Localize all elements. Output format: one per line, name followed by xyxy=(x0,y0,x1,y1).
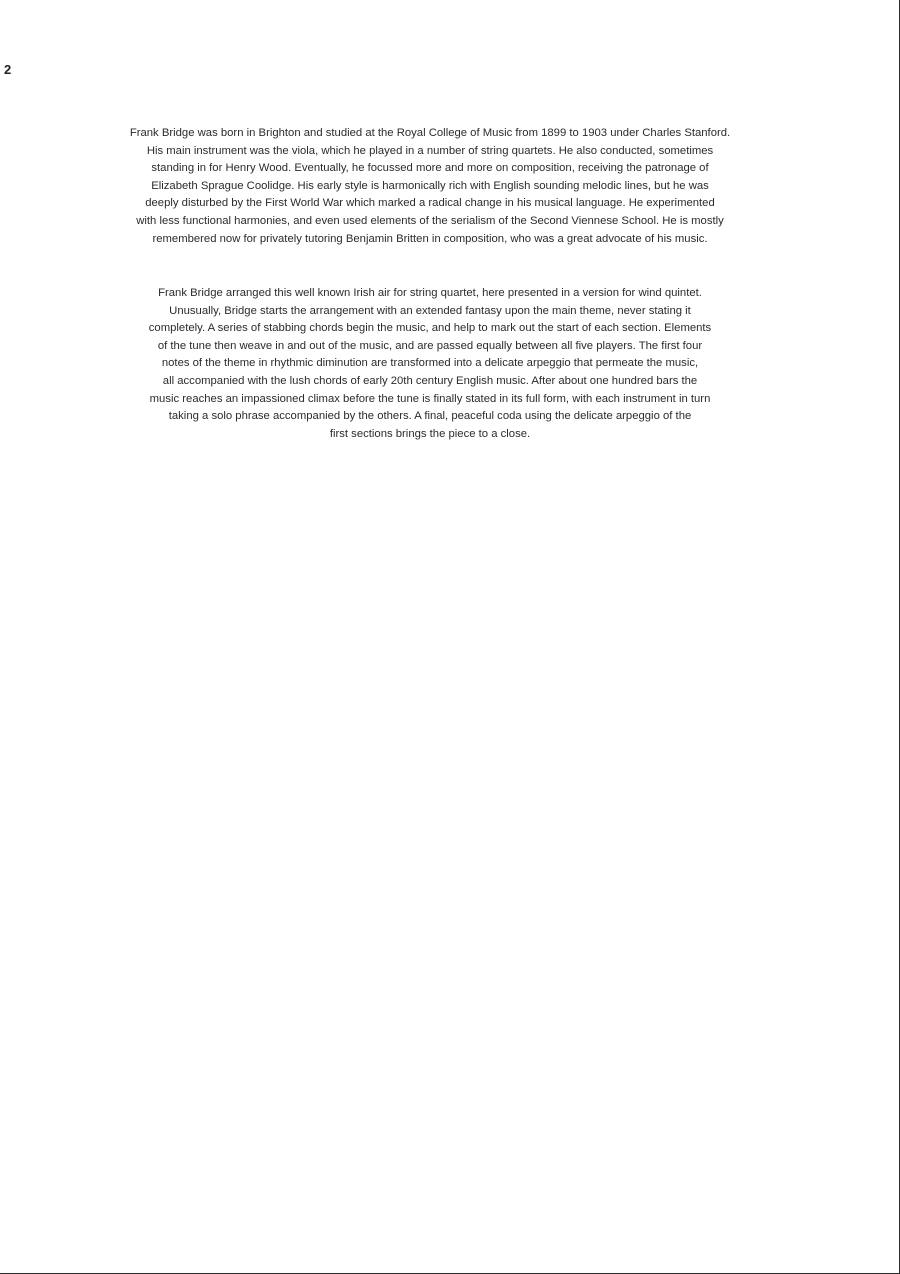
arrangement-paragraph xyxy=(70,285,790,443)
biography-paragraph xyxy=(70,125,790,248)
text-line: deeply disturbed by the First World War which marked a radical change in his musical language. He experimented xyxy=(145,197,715,210)
text-line: of the tune then weave in and out of the music, and are passed equally between all five players. The first four xyxy=(157,339,703,352)
text-line: notes of the theme in rhythmic diminution are transformed into a delicate arpeggio that permeate the music, xyxy=(161,357,699,370)
text-line: all accompanied with the lush chords of early 20th century English music. After about one hundred bars the xyxy=(162,374,698,387)
text-line: with less functional harmonies, and even used elements of the serialism of the Second Viennese School. He is mostly xyxy=(136,214,724,227)
text-line: Unusually, Bridge starts the arrangement with an extended fantasy upon the main theme, never stating it xyxy=(169,304,691,317)
text-line: His main instrument was the viola, which he played in a number of string quartets. He also conducted, sometimes xyxy=(146,144,714,157)
text-line: Frank Bridge was born in Brighton and studied at the Royal College of Music from 1899 to 1903 under Charles Stanford. xyxy=(129,127,731,139)
text-line: standing in for Henry Wood. Eventually, he focussed more and more on composition, receiving the patronage of xyxy=(151,162,709,175)
text-line: completely. A series of stabbing chords begin the music, and help to mark out the start of each section. Elements xyxy=(148,322,712,335)
text-line: remembered now for privately tutoring Benjamin Britten in composition, who was a great advocate of his music. xyxy=(152,232,708,245)
text-line: Elizabeth Sprague Coolidge. His early style is harmonically rich with English sounding melodic lines, but he was xyxy=(151,179,709,192)
text-line: Frank Bridge arranged this well known Irish air for string quartet, here presented in a version for wind quintet. xyxy=(158,287,702,299)
text-line: taking a solo phrase accompanied by the others. A final, peaceful coda using the delicate arpeggio of the xyxy=(168,410,692,423)
text-line: music reaches an impassioned climax before the tune is finally stated in its full form, with each instrument in turn xyxy=(149,392,711,405)
page-number: 2 xyxy=(4,62,12,77)
text-line: first sections brings the piece to a close. xyxy=(329,427,531,440)
